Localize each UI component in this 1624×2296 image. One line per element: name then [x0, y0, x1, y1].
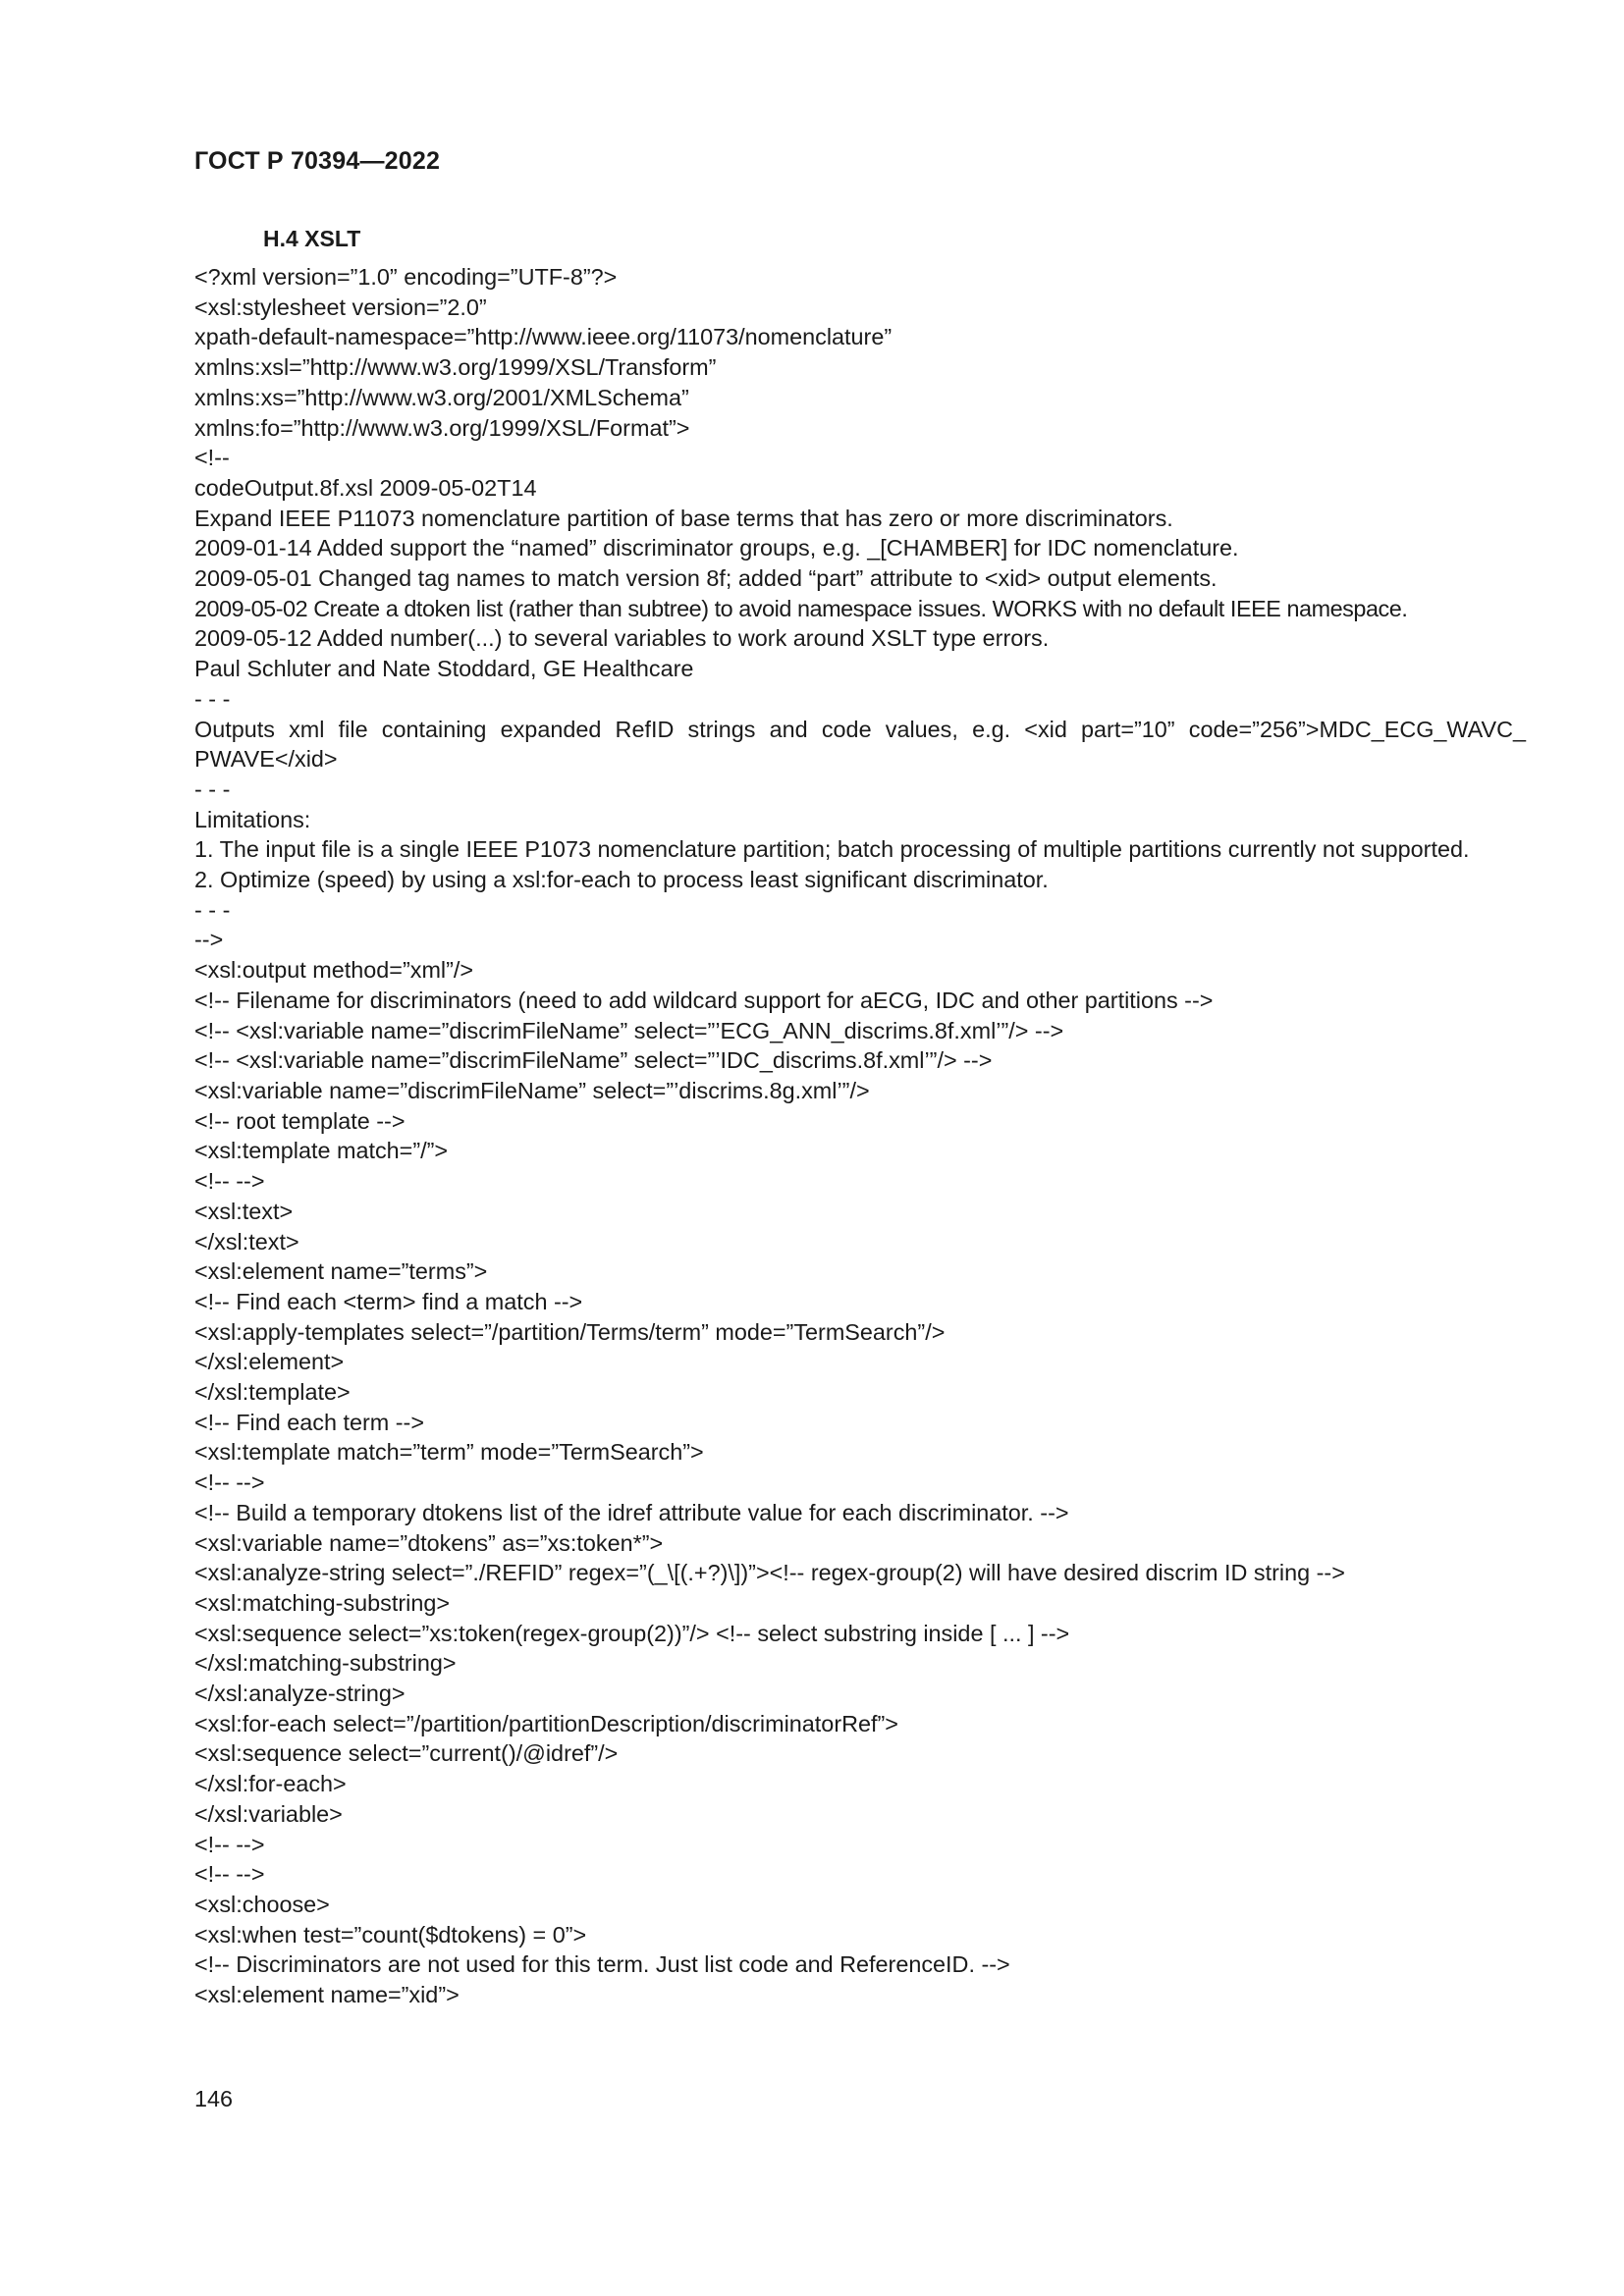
code-line: 1. The input file is a single IEEE P1073 nomenclature partition; batch processing of multiple partitions currently not supported.	[194, 836, 1470, 863]
code-line: - - -	[194, 896, 231, 923]
code-line: <!-- -->	[194, 1469, 265, 1496]
code-line: <!-- Find each <term> find a match -->	[194, 1288, 583, 1314]
code-line: 2009-05-02 Create a dtoken list (rather than subtree) to avoid namespace issues. WORKS with no default IEEE namespace.	[194, 595, 1408, 621]
code-line: <xsl:for-each select=”/partition/partitionDescription/discriminatorRef”>	[194, 1710, 898, 1736]
code-line: -->	[194, 927, 224, 953]
code-line: <xsl:template match=”term” mode=”TermSearch”>	[194, 1439, 704, 1466]
code-line: Paul Schluter and Nate Stoddard, GE Healthcare	[194, 656, 694, 682]
code-line: - - -	[194, 685, 231, 712]
document-standard-header: ГОСТ Р 70394—2022	[194, 147, 441, 175]
code-line: 2009-05-12 Added number(...) to several variables to work around XSLT type errors.	[194, 625, 1050, 652]
code-line: <xsl:element name=”xid”>	[194, 1982, 460, 2008]
code-line: <xsl:template match=”/”>	[194, 1138, 449, 1164]
code-line: <xsl:variable name=”discrimFileName” select=”’discrims.8g.xml’”/>	[194, 1077, 870, 1103]
code-line: - - -	[194, 775, 231, 802]
code-line: <?xml version=”1.0” encoding=”UTF-8”?>	[194, 264, 618, 290]
code-line: </xsl:analyze-string>	[194, 1681, 406, 1707]
code-line: </xsl:matching-substring>	[194, 1650, 457, 1677]
code-line: <xsl:output method=”xml”/>	[194, 957, 474, 984]
section-title: H.4 XSLT	[263, 226, 361, 251]
code-line: </xsl:for-each>	[194, 1771, 347, 1797]
code-line: <xsl:variable name=”dtokens” as=”xs:token*”>	[194, 1529, 664, 1556]
code-line: 2009-05-01 Changed tag names to match version 8f; added “part” attribute to <xid> output elements.	[194, 565, 1218, 592]
code-line: <xsl:text>	[194, 1198, 294, 1224]
code-line: xmlns:xs=”http://www.w3.org/2001/XMLSchema”	[194, 384, 689, 410]
code-line: Outputs xml file containing expanded RefID strings and code values, e.g. <xid part=”10” code=”256”>MDC_ECG_WAVC_ PWAVE</xid>	[194, 716, 1526, 773]
code-line: </xsl:template>	[194, 1379, 351, 1406]
code-line: <!--	[194, 445, 230, 471]
code-line: <!-- -->	[194, 1168, 265, 1195]
code-line: <!-- -->	[194, 1831, 265, 1857]
xslt-listing	[194, 262, 1526, 2010]
code-line: <!-- Find each term -->	[194, 1409, 424, 1435]
code-line: xmlns:xsl=”http://www.w3.org/1999/XSL/Transform”	[194, 354, 717, 381]
code-line: xmlns:fo=”http://www.w3.org/1999/XSL/Format”>	[194, 414, 690, 441]
code-line: 2. Optimize (speed) by using a xsl:for-each to process least significant discriminator.	[194, 867, 1049, 893]
code-line: </xsl:variable>	[194, 1800, 343, 1827]
code-line: <!-- -->	[194, 1861, 265, 1888]
code-line: codeOutput.8f.xsl 2009-05-02T14	[194, 474, 537, 501]
code-line: <xsl:apply-templates select=”/partition/Terms/term” mode=”TermSearch”/>	[194, 1318, 946, 1345]
code-line: </xsl:text>	[194, 1228, 299, 1255]
code-line: <xsl:analyze-string select=”./REFID” regex=”(_\[(.+?)\])”><!-- regex-group(2) will have desired discrim ID string -->	[194, 1560, 1345, 1586]
code-line: <xsl:sequence select=”current()/@idref”/>	[194, 1740, 619, 1767]
code-line: <!-- root template -->	[194, 1107, 406, 1134]
page-number: 146	[194, 2086, 234, 2111]
code-line: </xsl:element>	[194, 1349, 345, 1375]
code-line: Expand IEEE P11073 nomenclature partition of base terms that has zero or more discriminators.	[194, 505, 1173, 531]
code-line: xpath-default-namespace=”http://www.ieee.org/11073/nomenclature”	[194, 324, 893, 350]
code-line: <!-- <xsl:variable name=”discrimFileName” select=”’IDC_discrims.8f.xml’”/> -->	[194, 1047, 993, 1074]
code-line: <!-- <xsl:variable name=”discrimFileName” select=”’ECG_ANN_discrims.8f.xml’”/> -->	[194, 1017, 1064, 1043]
code-line: <xsl:when test=”count($dtokens) = 0”>	[194, 1921, 587, 1948]
code-line: <!-- Discriminators are not used for this term. Just list code and ReferenceID. -->	[194, 1951, 1010, 1978]
code-line: <xsl:choose>	[194, 1891, 330, 1917]
code-line: <xsl:sequence select=”xs:token(regex-group(2))”/> <!-- select substring inside [ ... ] -->	[194, 1620, 1070, 1646]
code-line: <xsl:matching-substring>	[194, 1589, 451, 1616]
code-line: Limitations:	[194, 806, 311, 832]
code-line: <xsl:stylesheet version=”2.0”	[194, 294, 487, 320]
code-line: <!-- Build a temporary dtokens list of the idref attribute value for each discriminator. -->	[194, 1499, 1069, 1525]
code-line: <xsl:element name=”terms”>	[194, 1258, 488, 1285]
code-line: <!-- Filename for discriminators (need to add wildcard support for aECG, IDC and other partitions -->	[194, 987, 1214, 1013]
code-line: 2009-01-14 Added support the “named” discriminator groups, e.g. _[CHAMBER] for IDC nomenclature.	[194, 535, 1239, 561]
